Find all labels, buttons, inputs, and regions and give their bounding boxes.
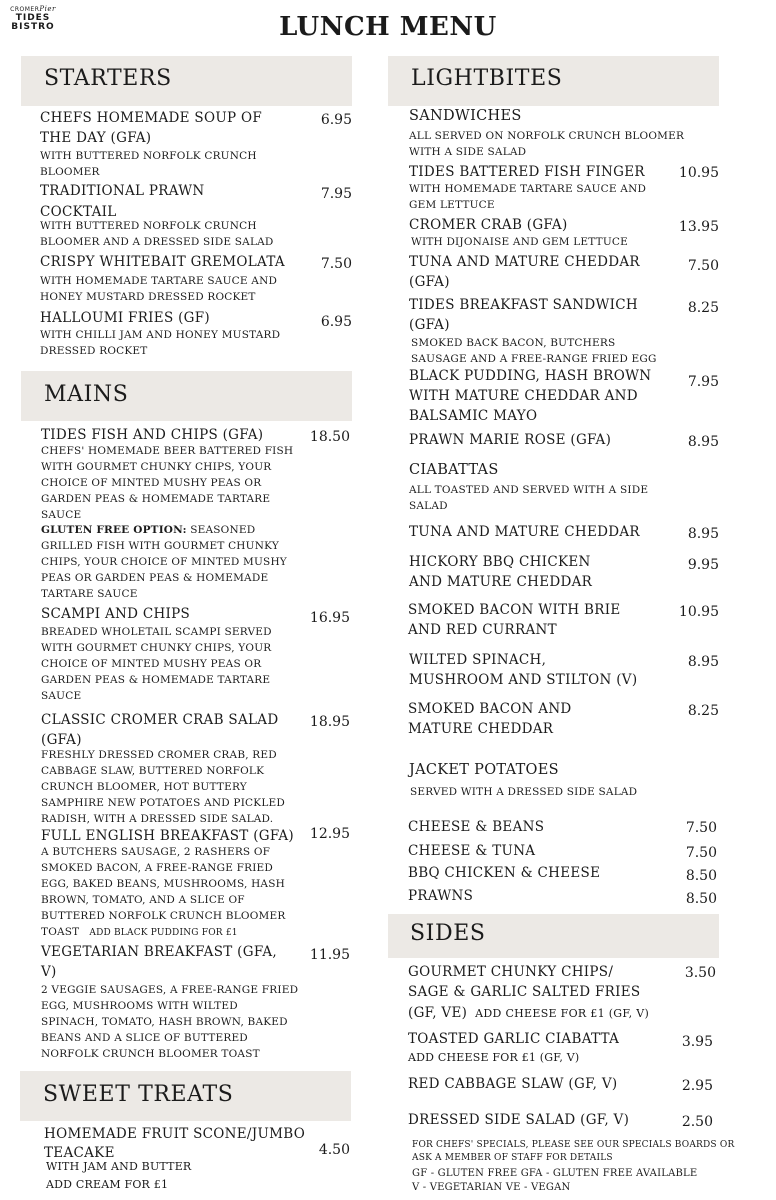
- main-1-price: 18.50: [309, 429, 350, 445]
- ciabatta-2-name-2: AND MATURE CHEDDAR: [409, 574, 593, 590]
- sandwich-5-name-2: WITH MATURE CHEDDAR AND: [409, 388, 638, 404]
- starter-3-desc-1: WITH HOMEMADE TARTARE SAUCE AND: [40, 275, 278, 287]
- jacket-4-name: PRAWNS: [408, 888, 474, 904]
- main-1-desc-1: CHEFS' HOMEMADE BEER BATTERED FISH: [41, 445, 294, 457]
- main-3-desc-5: RADISH, WITH A DRESSED SIDE SALAD.: [41, 813, 274, 825]
- main-1-gf-desc-4: TARTARE SAUCE: [41, 588, 138, 600]
- sandwich-2-price: 13.95: [678, 219, 719, 235]
- sandwich-5-name-1: BLACK PUDDING, HASH BROWN: [409, 368, 652, 384]
- sweet-1-name-1: HOMEMADE FRUIT SCONE/JUMBO: [44, 1126, 306, 1142]
- ciabatta-1-price: 8.95: [687, 526, 719, 542]
- side-2-price: 3.95: [681, 1034, 713, 1050]
- side-3-price: 2.95: [681, 1078, 713, 1094]
- starter-2-name-1: TRADITIONAL PRAWN: [40, 183, 205, 199]
- sandwich-3-name-1: TUNA AND MATURE CHEDDAR: [409, 254, 640, 270]
- jacket-1-price: 7.50: [685, 820, 717, 836]
- footer-dietary-key-1: GF - GLUTEN FREE GFA - GLUTEN FREE AVAILABLE: [412, 1168, 698, 1179]
- lightbites-heading: LIGHTBITES: [411, 66, 563, 91]
- jacket-3-name: BBQ CHICKEN & CHEESE: [408, 865, 601, 881]
- side-1-name-1: GOURMET CHUNKY CHIPS/: [408, 964, 614, 980]
- logo-line-2: TIDES: [15, 13, 51, 23]
- starter-1-desc-1: WITH BUTTERED NORFOLK CRUNCH: [40, 150, 257, 162]
- ciabatta-2-price: 9.95: [687, 557, 719, 573]
- main-1-desc-3: CHOICE OF MINTED MUSHY PEAS OR: [41, 477, 262, 489]
- ciabattas-desc-2: SALAD: [409, 500, 448, 512]
- sandwich-2-name: CROMER CRAB (GFA): [409, 217, 568, 233]
- starter-1-name-1: CHEFS HOMEMADE SOUP OF: [40, 110, 263, 126]
- footer-dietary-key-2: V - VEGETARIAN VE - VEGAN: [412, 1182, 571, 1193]
- sweet-treats-heading: SWEET TREATS: [43, 1082, 234, 1107]
- main-5-desc-1: 2 VEGGIE SAUSAGES, A FREE-RANGE FRIED: [41, 984, 299, 996]
- sweet-1-price: 4.50: [318, 1142, 350, 1158]
- jacket-2-name: CHEESE & TUNA: [408, 843, 536, 859]
- main-3-desc-3: CRUNCH BLOOMER, HOT BUTTERY: [41, 781, 247, 793]
- main-5-name-1: VEGETARIAN BREAKFAST (GFA,: [41, 944, 277, 960]
- page-title: LUNCH MENU: [279, 12, 497, 42]
- sides-heading: SIDES: [410, 921, 486, 946]
- sandwich-1-price: 10.95: [678, 165, 719, 181]
- main-1-gf-desc-2: CHIPS, YOUR CHOICE OF MINTED MUSHY: [41, 556, 287, 568]
- ciabatta-5-name-1: SMOKED BACON AND: [408, 701, 572, 717]
- starter-4-desc-2: DRESSED ROCKET: [40, 345, 148, 357]
- starter-2-price: 7.95: [320, 186, 352, 202]
- ciabatta-3-name-2: AND RED CURRANT: [408, 622, 557, 638]
- main-4-name: FULL ENGLISH BREAKFAST (GFA): [41, 828, 294, 844]
- starter-3-price: 7.50: [320, 256, 352, 272]
- main-5-desc-2: EGG, MUSHROOMS WITH WILTED: [41, 1000, 238, 1012]
- main-3-desc-1: FRESHLY DRESSED CROMER CRAB, RED: [41, 749, 277, 761]
- starter-1-price: 6.95: [320, 112, 352, 128]
- main-4-toast: TOAST: [41, 926, 80, 938]
- main-1-desc-2: WITH GOURMET CHUNKY CHIPS, YOUR: [41, 461, 272, 473]
- main-2-price: 16.95: [309, 610, 350, 626]
- jacket-potatoes-desc: SERVED WITH A DRESSED SIDE SALAD: [410, 786, 638, 798]
- main-4-desc-2: SMOKED BACON, A FREE-RANGE FRIED: [41, 862, 274, 874]
- side-1-price: 3.50: [684, 965, 716, 981]
- jacket-potatoes-title: JACKET POTATOES: [409, 762, 559, 778]
- ciabattas-title: CIABATTAS: [409, 462, 499, 478]
- starter-3-name: CRISPY WHITEBAIT GREMOLATA: [40, 254, 285, 270]
- starters-heading: STARTERS: [44, 66, 172, 91]
- sweet-1-name-2: TEACAKE: [44, 1145, 115, 1161]
- jacket-1-name: CHEESE & BEANS: [408, 819, 545, 835]
- side-4-name: DRESSED SIDE SALAD (GF, V): [408, 1112, 630, 1128]
- ciabatta-1-name: TUNA AND MATURE CHEDDAR: [409, 524, 640, 540]
- starter-1-desc-2: BLOOMER: [40, 166, 100, 178]
- main-2-desc-2: WITH GOURMET CHUNKY CHIPS, YOUR: [41, 642, 272, 654]
- side-3-name: RED CABBAGE SLAW (GF, V): [408, 1076, 618, 1092]
- jacket-4-price: 8.50: [685, 891, 717, 907]
- sandwich-1-desc-2: GEM LETTUCE: [409, 199, 495, 211]
- main-5-name-2: V): [41, 964, 57, 980]
- sandwich-3-price: 7.50: [687, 258, 719, 274]
- main-1-gf-line: [41, 522, 255, 538]
- starter-4-name: HALLOUMI FRIES (GF): [40, 310, 210, 326]
- main-2-desc-1: BREADED WHOLETAIL SCAMPI SERVED: [41, 626, 272, 638]
- side-1-name-2: SAGE & GARLIC SALTED FRIES: [408, 984, 641, 1000]
- starter-2-desc-2: BLOOMER AND A DRESSED SIDE SALAD: [40, 236, 274, 248]
- sandwich-3-name-2: (GFA): [409, 274, 450, 290]
- sweet-1-desc-1: WITH JAM AND BUTTER: [46, 1160, 192, 1173]
- ciabatta-3-price: 10.95: [678, 604, 719, 620]
- main-3-name-1: CLASSIC CROMER CRAB SALAD: [41, 712, 279, 728]
- sandwich-1-desc-1: WITH HOMEMADE TARTARE SAUCE AND: [409, 183, 647, 195]
- sandwich-4-price: 8.25: [687, 300, 719, 316]
- ciabatta-2-name-1: HICKORY BBQ CHICKEN: [409, 554, 591, 570]
- sandwich-5-price: 7.95: [687, 374, 719, 390]
- main-1-gf-desc-3: PEAS OR GARDEN PEAS & HOMEMADE: [41, 572, 269, 584]
- side-4-price: 2.50: [681, 1114, 713, 1130]
- sandwich-4-name-2: (GFA): [409, 317, 450, 333]
- starter-2-desc-1: WITH BUTTERED NORFOLK CRUNCH: [40, 220, 257, 232]
- sandwich-5-name-3: BALSAMIC MAYO: [409, 408, 538, 424]
- main-2-desc-5: SAUCE: [41, 690, 82, 702]
- side-1-cheese-addon: ADD CHEESE FOR £1 (GF, V): [475, 1007, 650, 1020]
- main-4-desc-1: A BUTCHERS SAUSAGE, 2 RASHERS OF: [41, 846, 271, 858]
- sandwich-6-price: 8.95: [687, 434, 719, 450]
- main-4-toast-line: [41, 924, 238, 941]
- ciabattas-desc-1: ALL TOASTED AND SERVED WITH A SIDE: [409, 484, 649, 496]
- main-1-gf-desc-1: GRILLED FISH WITH GOURMET CHUNKY: [41, 540, 279, 552]
- logo-line-1b: Pier: [39, 5, 56, 13]
- sandwiches-title: SANDWICHES: [409, 108, 522, 124]
- main-4-desc-4: BROWN, TOMATO, AND A SLICE OF: [41, 894, 245, 906]
- black-pudding-addon: ADD BLACK PUDDING FOR £1: [89, 928, 238, 938]
- side-2-desc: ADD CHEESE FOR £1 (GF, V): [408, 1051, 580, 1064]
- main-3-desc-4: SAMPHIRE NEW POTATOES AND PICKLED: [41, 797, 285, 809]
- starter-4-desc-1: WITH CHILLI JAM AND HONEY MUSTARD: [40, 329, 281, 341]
- side-1-name-3-line: [408, 1003, 649, 1024]
- starter-1-name-2: THE DAY (GFA): [40, 130, 152, 146]
- main-3-name-2: (GFA): [41, 732, 82, 748]
- main-3-desc-2: CABBAGE SLAW, BUTTERED NORFOLK: [41, 765, 265, 777]
- sandwich-4-desc-1: SMOKED BACK BACON, BUTCHERS: [411, 337, 616, 349]
- sandwich-4-desc-2: SAUSAGE AND A FREE-RANGE FRIED EGG: [411, 353, 657, 365]
- gluten-free-option-label: GLUTEN FREE OPTION:: [41, 524, 187, 536]
- main-4-desc-5: BUTTERED NORFOLK CRUNCH BLOOMER: [41, 910, 286, 922]
- ciabatta-3-name-1: SMOKED BACON WITH BRIE: [408, 602, 621, 618]
- main-4-price: 12.95: [309, 826, 350, 842]
- footer-specials-1: FOR CHEFS' SPECIALS, PLEASE SEE OUR SPECIALS BOARDS OR: [412, 1140, 735, 1150]
- main-2-name: SCAMPI AND CHIPS: [41, 606, 191, 622]
- starter-2-name-2: COCKTAIL: [40, 204, 117, 220]
- side-2-name: TOASTED GARLIC CIABATTA: [408, 1031, 620, 1047]
- sandwiches-desc-2: WITH A SIDE SALAD: [409, 146, 527, 158]
- side-1-name-3: (GF, VE): [408, 1005, 468, 1021]
- main-4-desc-3: EGG, BAKED BEANS, MUSHROOMS, HASH: [41, 878, 285, 890]
- main-5-desc-4: BEANS AND A SLICE OF BUTTERED: [41, 1032, 248, 1044]
- main-5-desc-3: SPINACH, TOMATO, HASH BROWN, BAKED: [41, 1016, 288, 1028]
- ciabatta-4-price: 8.95: [687, 654, 719, 670]
- main-3-price: 18.95: [309, 714, 350, 730]
- logo-line-1: CROMER: [10, 6, 40, 13]
- main-1-name: TIDES FISH AND CHIPS (GFA): [41, 427, 264, 443]
- jacket-2-price: 7.50: [685, 845, 717, 861]
- ciabatta-4-name-1: WILTED SPINACH,: [409, 652, 547, 668]
- sandwich-1-name: TIDES BATTERED FISH FINGER: [409, 164, 645, 180]
- logo-line-3: BISTRO: [11, 22, 55, 32]
- ciabatta-5-name-2: MATURE CHEDDAR: [408, 721, 554, 737]
- jacket-3-price: 8.50: [685, 868, 717, 884]
- main-1-desc-5: SAUCE: [41, 509, 82, 521]
- main-1-desc-4: GARDEN PEAS & HOMEMADE TARTARE: [41, 493, 271, 505]
- ciabatta-5-price: 8.25: [687, 703, 719, 719]
- sandwiches-desc-1: ALL SERVED ON NORFOLK CRUNCH BLOOMER: [409, 130, 685, 142]
- main-2-desc-4: GARDEN PEAS & HOMEMADE TARTARE: [41, 674, 271, 686]
- sandwich-6-name: PRAWN MARIE ROSE (GFA): [409, 432, 612, 448]
- sandwich-2-desc: WITH DIJONAISE AND GEM LETTUCE: [411, 236, 628, 248]
- main-5-price: 11.95: [309, 947, 350, 963]
- mains-heading: MAINS: [44, 382, 129, 407]
- main-2-desc-3: CHOICE OF MINTED MUSHY PEAS OR: [41, 658, 262, 670]
- sweet-1-desc-2: ADD CREAM FOR £1: [46, 1178, 169, 1191]
- starter-4-price: 6.95: [320, 314, 352, 330]
- main-1-gf-first: SEASONED: [186, 524, 256, 536]
- footer-specials-2: ASK A MEMBER OF STAFF FOR DETAILS: [412, 1153, 613, 1163]
- ciabatta-4-name-2: MUSHROOM AND STILTON (V): [409, 672, 638, 688]
- sandwich-4-name-1: TIDES BREAKFAST SANDWICH: [409, 297, 638, 313]
- starter-3-desc-2: HONEY MUSTARD DRESSED ROCKET: [40, 291, 256, 303]
- main-5-desc-5: NORFOLK CRUNCH BLOOMER TOAST: [41, 1048, 260, 1060]
